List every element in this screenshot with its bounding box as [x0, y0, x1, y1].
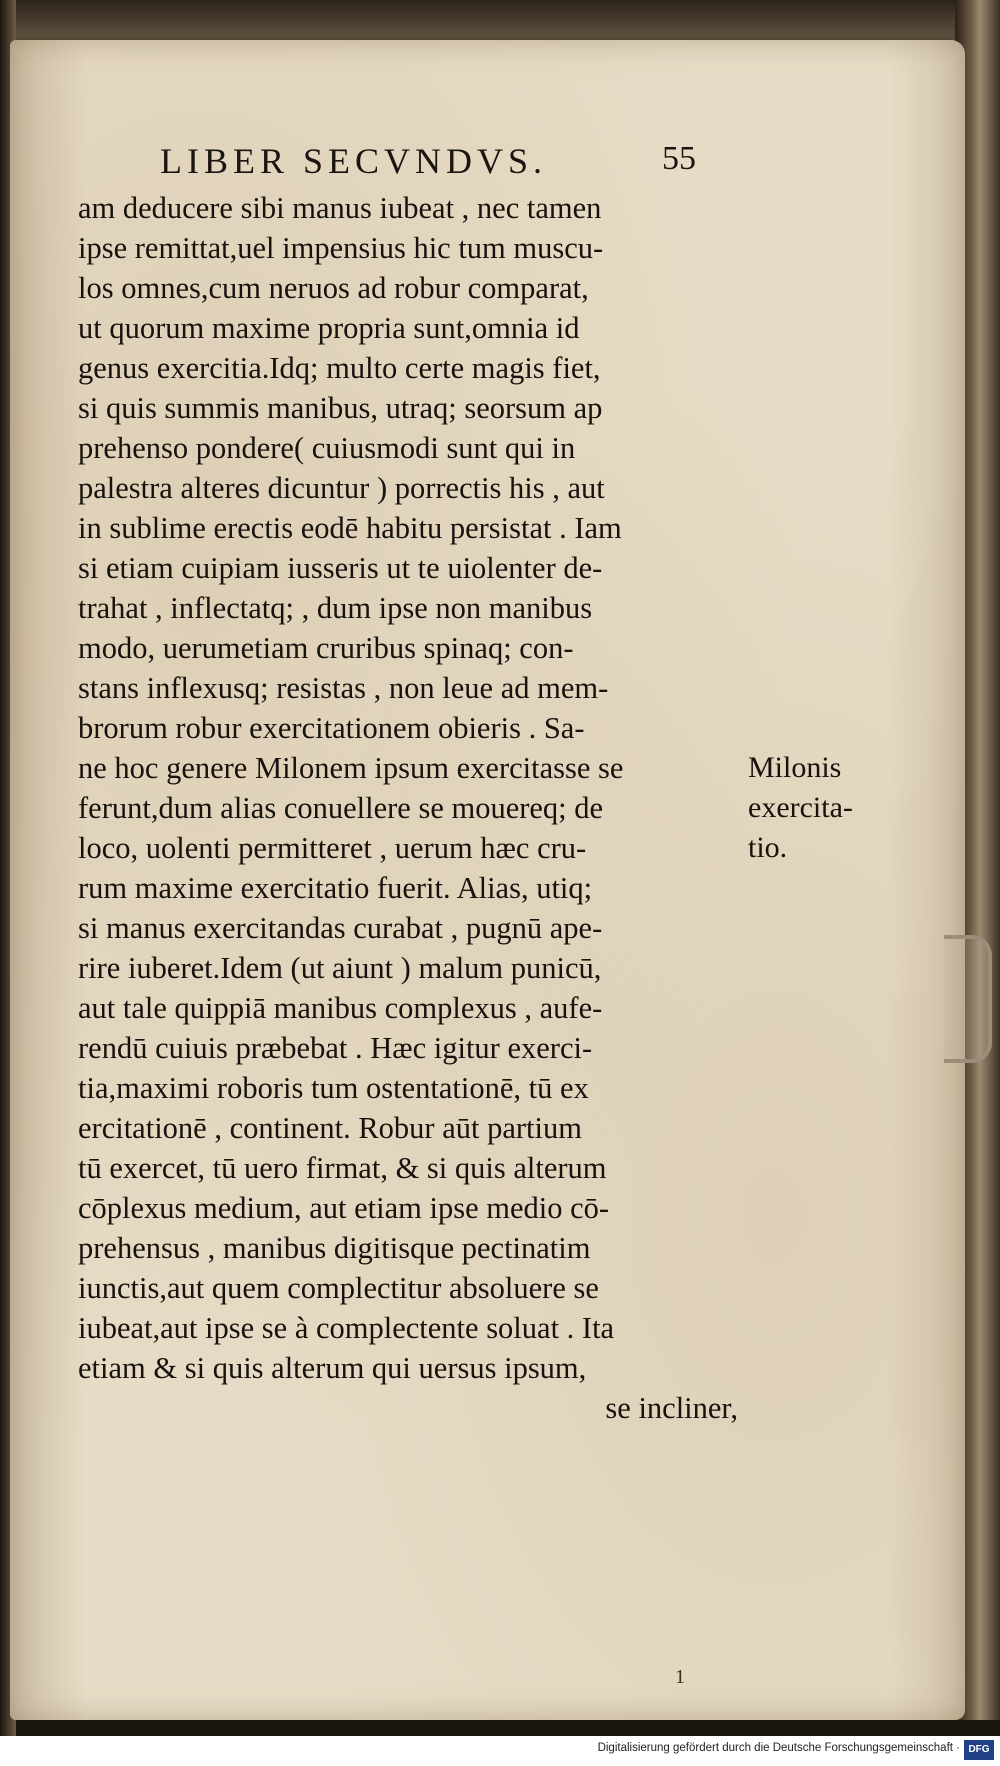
- catchword: se incliner,: [605, 1391, 738, 1425]
- dfg-logo: DFG: [964, 1740, 994, 1760]
- text-line: stans inflexusq; resistas , non leue ad mem-: [78, 671, 609, 705]
- page-number: 55: [662, 140, 696, 177]
- text-line: tū exercet, tū uero firmat, & si quis alterum: [78, 1151, 607, 1185]
- text-line: palestra alteres dicuntur ) porrectis his , aut: [78, 471, 605, 505]
- text-line: trahat , inflectatq; , dum ipse non manibus: [78, 591, 593, 625]
- text-line: si manus exercitandas curabat , pugnū ape-: [78, 911, 603, 945]
- text-line: brorum robur exercitationem obieris . Sa-: [78, 711, 585, 745]
- text-line: genus exercitia.Idq; multo certe magis fiet,: [78, 351, 601, 385]
- text-line: etiam & si quis alterum qui uersus ipsum,: [78, 1351, 587, 1385]
- digitization-footer: [0, 1736, 1000, 1766]
- text-line: iunctis,aut quem complectitur absoluere se: [78, 1271, 599, 1305]
- text-line: ut quorum maxime propria sunt,omnia id: [78, 311, 580, 345]
- text-line: cōplexus medium, aut etiam ipse medio cō-: [78, 1191, 610, 1225]
- text-line: tia,maximi roboris tum ostentationē, tū ex: [78, 1071, 589, 1105]
- text-line: rire iuberet.Idem (ut aiunt ) malum punicū,: [78, 951, 602, 985]
- text-line: am deducere sibi manus iubeat , nec tamen: [78, 191, 602, 225]
- metal-clasp: [944, 935, 992, 1063]
- text-line: ferunt,dum alias conuellere se mouereq; de: [78, 791, 604, 825]
- running-title: LIBER SECVNDVS.: [160, 141, 548, 181]
- main-text-block: [78, 188, 738, 1428]
- marginal-note: [748, 748, 908, 868]
- text-line: rendū cuiuis præbebat . Hæc igitur exerci-: [78, 1031, 593, 1065]
- text-line: si etiam cuipiam iusseris ut te uiolenter de-: [78, 551, 603, 585]
- text-line: prehensus , manibus digitisque pectinatim: [78, 1231, 591, 1265]
- text-line: aut tale quippiā manibus complexus , aufe-: [78, 991, 603, 1025]
- footer-mark: 1: [675, 1666, 685, 1688]
- text-line: modo, uerumetiam cruribus spinaq; con-: [78, 631, 574, 665]
- marginal-note-line: exercita-: [748, 791, 853, 824]
- marginal-note-line: tio.: [748, 831, 788, 864]
- marginal-note-line: Milonis: [748, 751, 842, 784]
- digitization-credit: Digitalisierung gefördert durch die Deutsche Forschungsgemeinschaft ·: [597, 1742, 960, 1754]
- text-line: rum maxime exercitatio fuerit. Alias, utiq;: [78, 871, 593, 905]
- text-line: ne hoc genere Milonem ipsum exercitasse se: [78, 751, 624, 785]
- text-line: loco, uolenti permitteret , uerum hæc cru-: [78, 831, 587, 865]
- text-line: los omnes,cum neruos ad robur comparat,: [78, 271, 589, 305]
- text-line: iubeat,aut ipse se à complectente soluat . Ita: [78, 1311, 615, 1345]
- text-line: si quis summis manibus, utraq; seorsum ap: [78, 391, 603, 425]
- text-line: prehenso pondere( cuiusmodi sunt qui in: [78, 431, 576, 465]
- text-line: ipse remittat,uel impensius hic tum muscu-: [78, 231, 604, 265]
- text-line: in sublime erectis eodē habitu persistat . Iam: [78, 511, 622, 545]
- running-header: [160, 140, 720, 190]
- text-line: ercitationē , continent. Robur aūt partium: [78, 1111, 582, 1145]
